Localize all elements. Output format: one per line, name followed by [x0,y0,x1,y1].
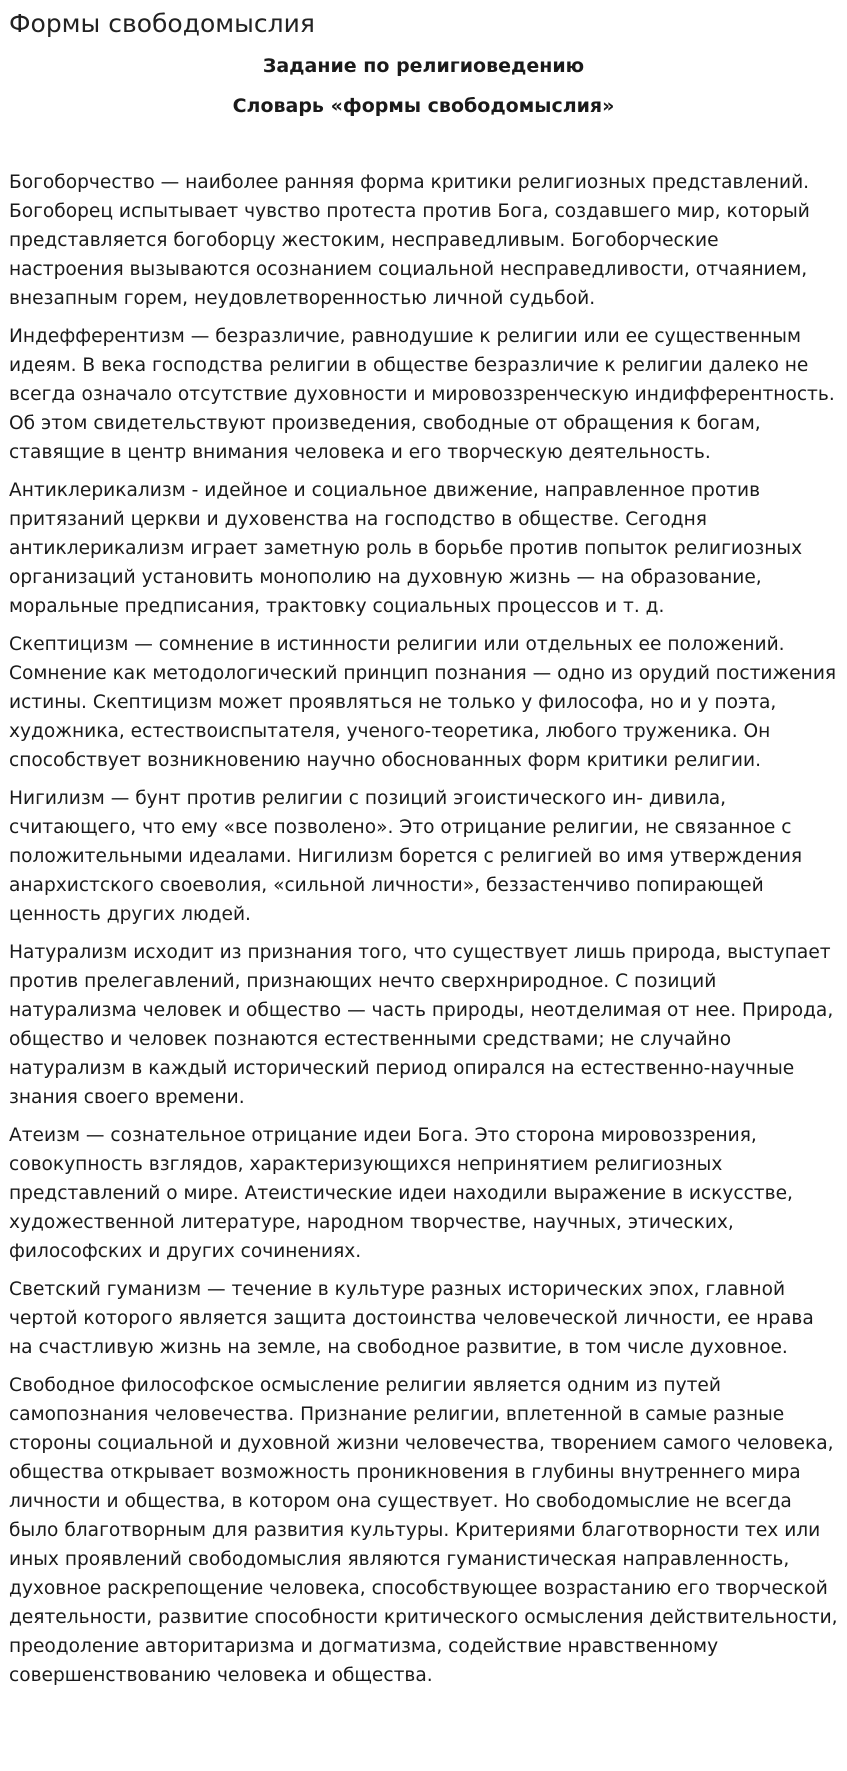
paragraph-free-philosophical-thought: Свободное философское осмысление религии является одним из путей самопознания человечества. Признание религии, вплетенной в самые разные стороны социальной и духовной жизни человечества, творением самого человека, общества открывает возможность проникновения в глубины внутреннего мира личности и общества, в котором она существует. Но свободомыслие не всегда было благотворным для развития культуры. Критериями благотворности тех или иных проявлений свободомыслия являются гуманистическая направленность, духовное раскрепощение человека, способствующее возрастанию его творческой деятельности, развитие способности критического осмысления действительности, преодоление авторитаризма и догматизма, содействие нравственному совершенствованию человека и общества. [9,1375,838,1686]
paragraph-nihilism: Нигилизм — бунт против религии с позиций эгоистического ин- дивила, считающего, что ему «все позволено». Это отрицание религии, не связанное с положительными идеалами. Нигилизм борется с религией во имя утверждения анархистского своеволия, «сильной личности», беззастенчиво попирающей ценность других людей. [9,788,803,925]
paragraph-skepticism: Скептицизм — сомнение в истинности религии или отдельных ее положений. Сомнение как методологический принцип познания — одно из орудий постижения истины. Скептицизм может проявляться не только у философа, но и у поэта, художника, естествоиспытателя, ученого-теоретика, любого труженика. Он способствует возникновению научно обоснованных форм критики религии. [9,634,837,771]
page-title: Формы свободомыслия [9,9,315,38]
paragraph-naturalism: Натурализм исходит из признания того, что существует лишь природа, выступает против прелегавлений, признающих нечто сверхнриродное. С позиций натурализма человек и общество — часть природы, неотделимая от нее. Природа, общество и человек познаются естественными средствами; не случайно натурализм в каждый исторический период опирался на естественно-научные знания своего времени. [9,942,834,1108]
paragraph-anticlericalism: Антиклерикализм - идейное и социальное движение, направленное против притязаний церкви и духовенства на господство в обществе. Сегодня антиклерикализм играет заметную роль в борьбе против попыток религиозных организаций установить монополию на духовную жизнь — на образование, моральные предписания, трактовку социальных процессов и т. д. [9,480,803,617]
paragraph-indifferentism: Индефферентизм — безразличие, равнодушие к религии или ее существенным идеям. В века господства религии в обществе безразличие к религии далеко не всегда означало отсутствие духовности и мировоззренческую индифферентность. Об этом свидетельствуют произведения, свободные от обращения к богам, ставящие в центр внимания человека и его творческую деятельность. [9,326,835,463]
paragraph-atheism: Атеизм — сознательное отрицание идеи Бога. Это сторона мировоззрения, совокупность взглядов, характеризующихся непринятием религиозных представлений о мире. Атеистические идеи находили выражение в искусстве, художественной литературе, народном творчестве, научных, этических, философских и других сочинениях. [9,1125,793,1262]
assignment-heading: Задание по религиоведению [262,55,585,77]
paragraph-bogoborchestvo: Богоборчество — наиболее ранняя форма критики религиозных представлений. Богоборец испытывает чувство протеста против Бога, создавшего мир, который представляется богоборцу жестоким, несправедливым. Богоборческие настроения вызываются осознанием социальной несправедливости, отчаянием, внезапным горем, неудовлетворенностью личной судьбой. [9,172,810,309]
article-body [9,168,838,1690]
dictionary-heading: Словарь «формы свободомыслия» [232,95,615,117]
paragraph-secular-humanism: Светский гуманизм — течение в культуре разных исторических эпох, главной чертой которого является защита достоинства человеческой личности, ее нрава на счастливую жизнь на земле, на свободное развитие, в том числе духовное. [9,1279,814,1358]
